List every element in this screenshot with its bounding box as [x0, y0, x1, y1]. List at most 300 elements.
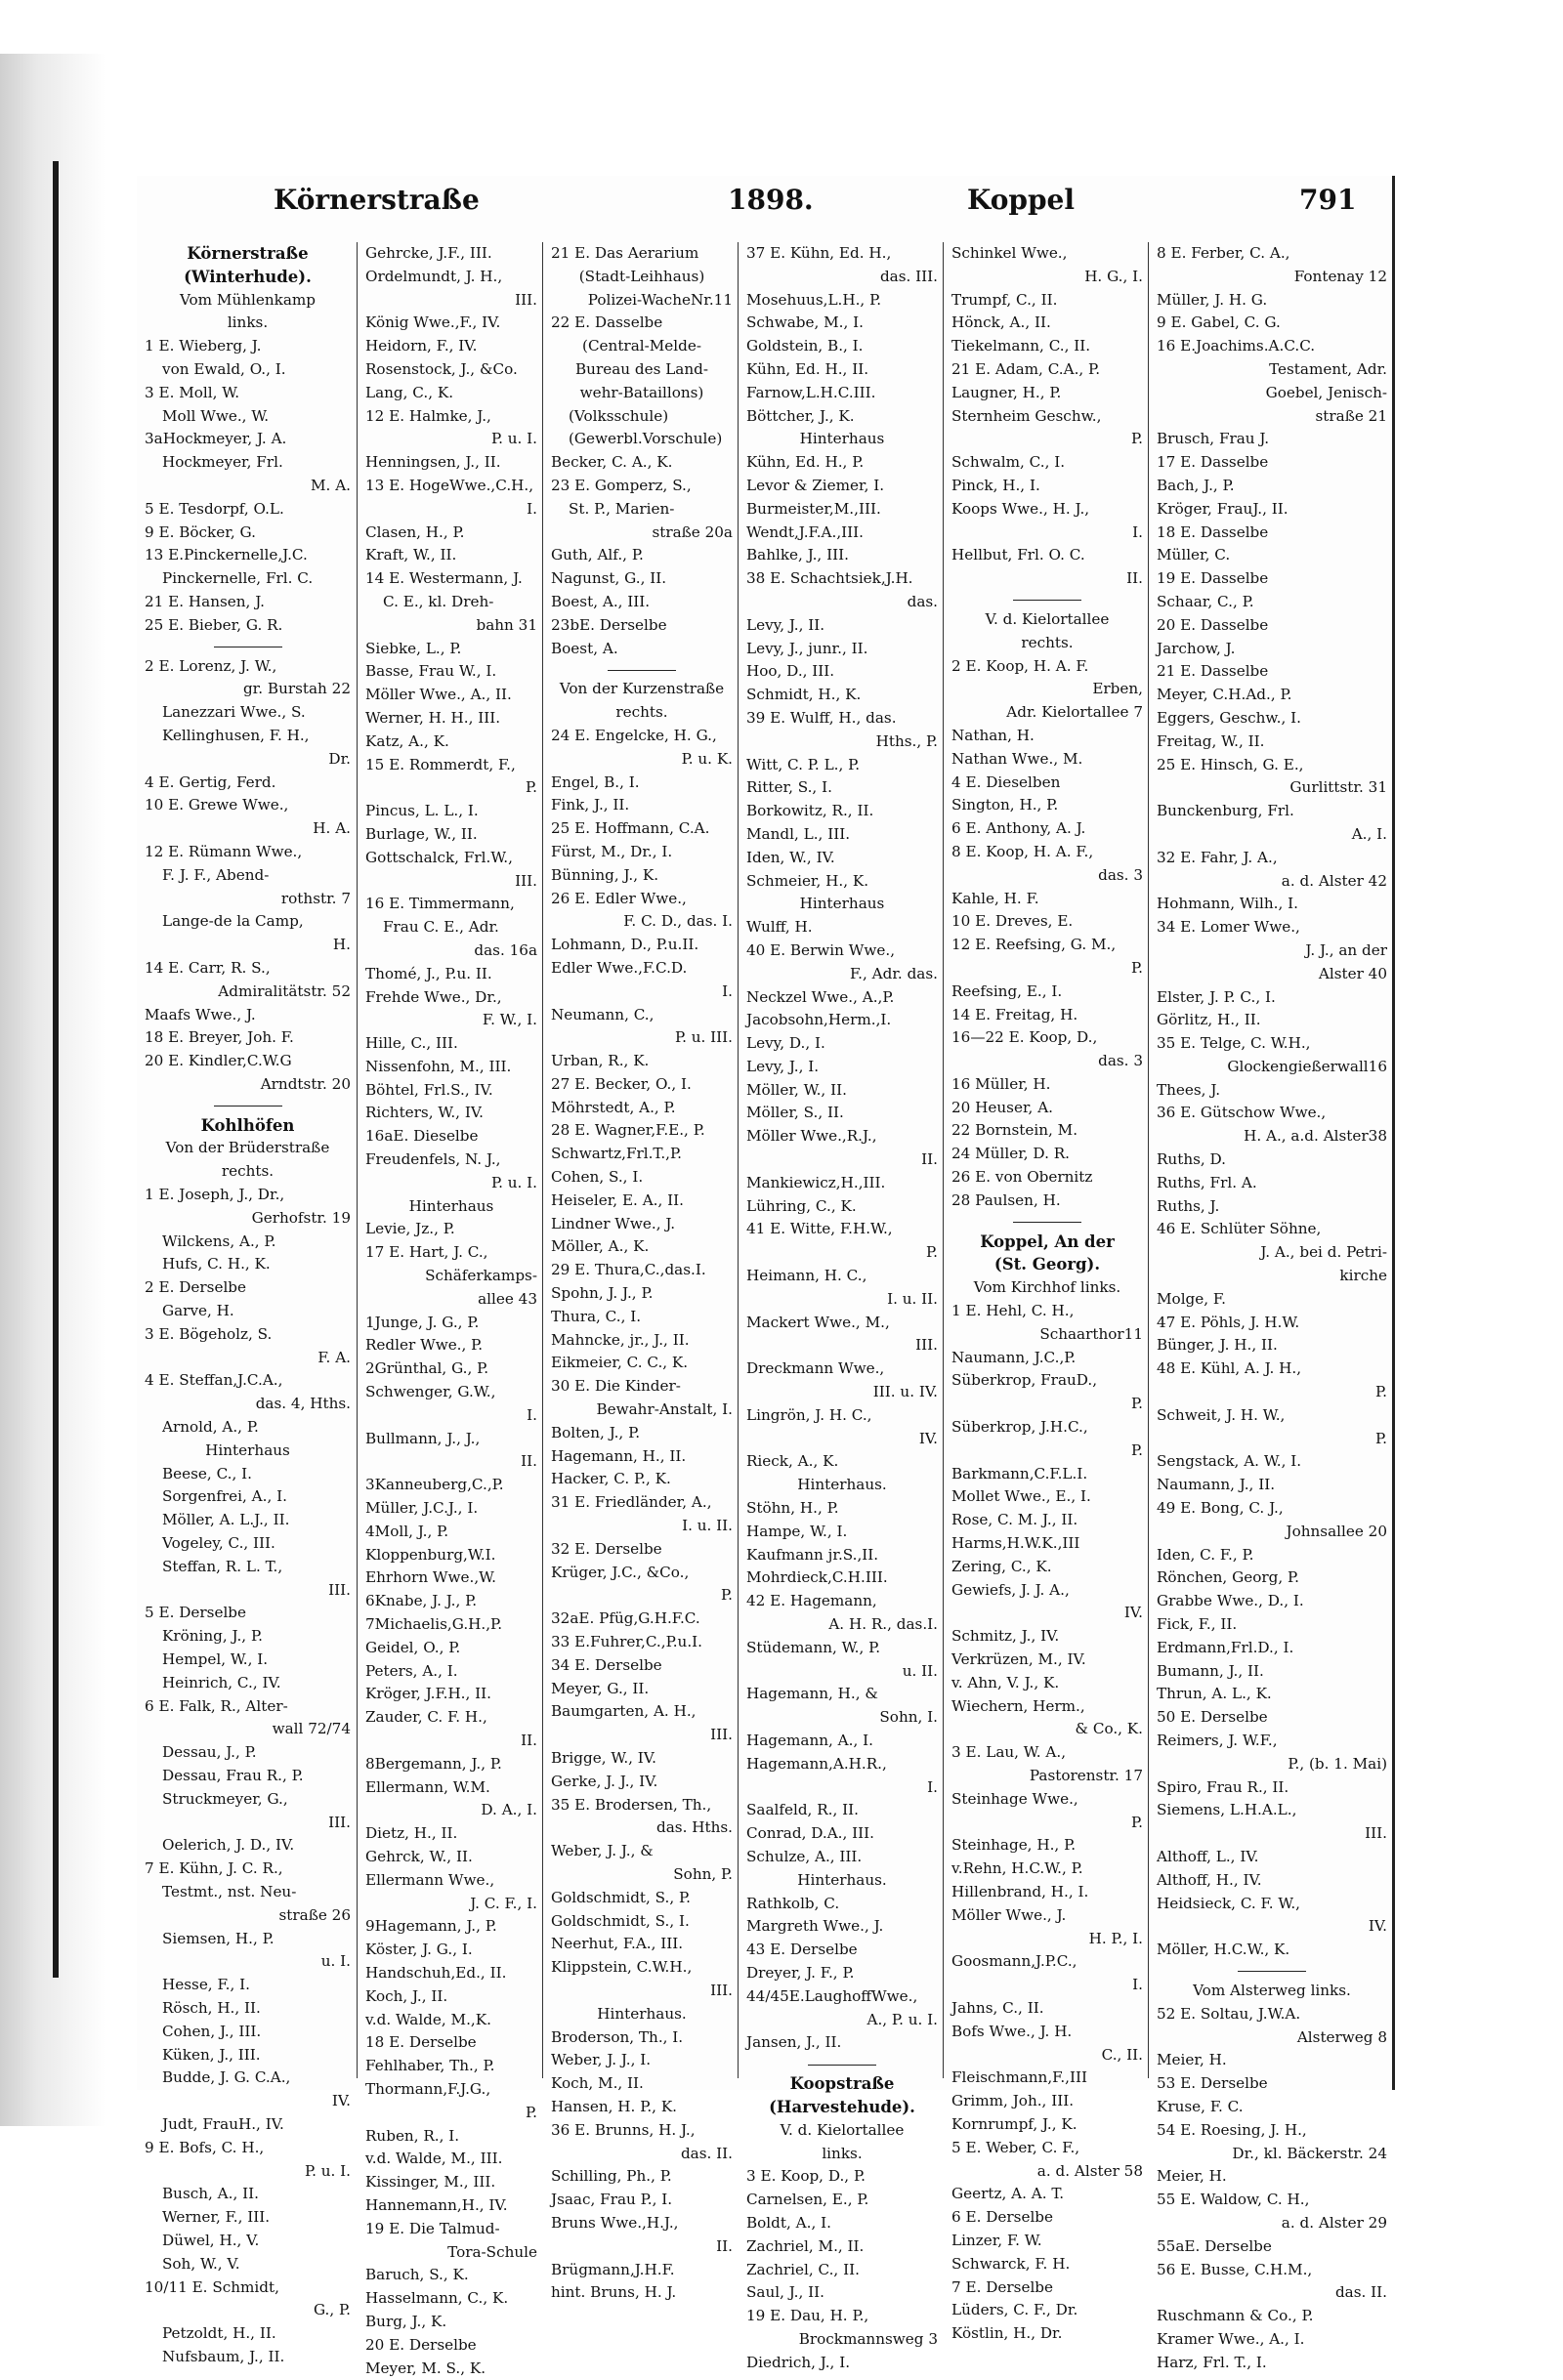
directory-entry: Köster, J. G., I. — [365, 1941, 473, 1959]
directory-entry: 18 E. Dasselbe — [1157, 522, 1269, 541]
directory-entry: Bolten, J., P. — [551, 1423, 641, 1441]
directory-entry: Hoo, D., III. — [746, 662, 835, 681]
directory-entry: C., II. — [1101, 2045, 1143, 2064]
column-6 — [1148, 242, 1393, 2371]
directory-entry: das. III. — [879, 267, 938, 285]
directory-entry: Hacker, C. P., K. — [551, 1470, 671, 1488]
directory-entry: Alsterweg 8 — [1296, 2027, 1387, 2046]
directory-entry: St. P., Marien- — [569, 499, 675, 518]
directory-entry: Steinhage, H., P. — [951, 1836, 1077, 1855]
directory-entry: Mosehuus,L.H., P. — [746, 290, 882, 309]
directory-entry: Kaufmann jr.S.,II. — [746, 1545, 879, 1564]
directory-entry: 34 E. Lomer Wwe., — [1157, 918, 1300, 937]
directory-entry: Meyer, G., II. — [551, 1679, 650, 1697]
directory-entry: Kröger, J.F.H., II. — [365, 1685, 491, 1703]
directory-entry: I. — [1132, 522, 1143, 541]
directory-entry: 21 E. Adam, C.A., P. — [951, 359, 1101, 378]
directory-entry: 4 E. Gertig, Ferd. — [145, 772, 276, 791]
directory-entry: I. — [527, 1405, 537, 1424]
directory-entry: Siemsen, H., P. — [162, 1929, 275, 1947]
section-divider — [137, 638, 357, 655]
directory-entry: Dreyer, J. F., P. — [746, 1963, 855, 1982]
directory-entry: Borkowitz, R., II. — [746, 802, 874, 820]
directory-entry: Guth, Alf., P. — [551, 546, 644, 564]
directory-entry: Kornrumpf, J., K. — [951, 2114, 1077, 2133]
directory-entry: Ehrhorn Wwe.,W. — [365, 1568, 496, 1587]
directory-entry: IV. — [1123, 1604, 1143, 1622]
directory-entry: M. A. — [310, 476, 351, 494]
directory-entry: Beese, C., I. — [162, 1464, 252, 1482]
directory-entry: Hampe, W., I. — [746, 1522, 848, 1540]
directory-entry: J. A., bei d. Petri- — [1260, 1243, 1387, 1262]
directory-entry: 16—22 E. Koop, D., — [951, 1028, 1098, 1047]
directory-entry: 6 E. Derselbe — [951, 2208, 1054, 2227]
directory-entry: Alster 40 — [1318, 964, 1387, 982]
directory-entry: Heimann, H. C., — [746, 1267, 867, 1285]
directory-entry: Fontenay 12 — [1293, 267, 1387, 285]
directory-entry: Dietz, H., II. — [365, 1824, 458, 1843]
directory-entry: Neumann, C., — [551, 1005, 655, 1023]
directory-entry: Busch, A., II. — [162, 2185, 259, 2203]
directory-entry: Ruben, R., I. — [365, 2126, 460, 2145]
directory-entry: P. — [1131, 1395, 1143, 1413]
directory-entry: Henningsen, J., II. — [365, 453, 501, 472]
directory-entry: Böttcher, J., K. — [746, 406, 855, 425]
directory-entry: Rönchen, Georg, P. — [1157, 1568, 1299, 1587]
directory-entry: Ruschmann & Co., P. — [1157, 2307, 1314, 2325]
directory-entry: Hinterhaus — [799, 895, 885, 913]
directory-entry: Johnsallee 20 — [1286, 1522, 1387, 1540]
directory-entry: 32aE. Pfüg,G.H.F.C. — [551, 1609, 700, 1628]
directory-entry: P. u. I. — [304, 2161, 351, 2180]
directory-entry: Möller, W., II. — [746, 1080, 847, 1099]
directory-entry: Lindner Wwe., J. — [551, 1214, 676, 1232]
section-divider — [944, 1213, 1149, 1231]
directory-page — [137, 176, 1395, 2377]
directory-entry: Schulze, A., III. — [746, 1847, 863, 1865]
directory-entry: 10 E. Dreves, E. — [951, 912, 1074, 931]
directory-entry: Judt, FrauH., IV. — [162, 2114, 284, 2133]
directory-entry: 34 E. Derselbe — [551, 1655, 662, 1674]
directory-entry: 47 E. Pöhls, J. H.W. — [1157, 1313, 1300, 1331]
directory-entry: Soh, W., V. — [162, 2254, 240, 2273]
directory-entry: A., P. u. I. — [866, 2010, 938, 2028]
directory-entry: 3aHockmeyer, J. A. — [145, 430, 287, 448]
directory-entry: 18 E. Derselbe — [365, 2033, 477, 2052]
section-divider — [543, 660, 739, 678]
directory-entry: 2 E. Derselbe — [145, 1278, 247, 1297]
directory-entry: 53 E. Derselbe — [1157, 2074, 1268, 2093]
directory-entry: 8 E. Koop, H. A. F., — [951, 842, 1094, 860]
directory-entry: Müller, J. H. G. — [1157, 290, 1268, 309]
directory-entry: Spiro, Frau R., II. — [1157, 1777, 1289, 1796]
directory-entry: Stüdemann, W., P. — [746, 1638, 881, 1656]
directory-entry: Gerke, J. J., IV. — [551, 1772, 658, 1790]
directory-entry: 20 E. Derselbe — [365, 2335, 477, 2354]
directory-entry: Levy, J., II. — [746, 615, 825, 634]
directory-entry: Von der Brüderstraße — [165, 1139, 330, 1157]
directory-entry: 30 E. Die Kinder- — [551, 1377, 681, 1396]
directory-entry: Burg, J., K. — [365, 2312, 447, 2330]
directory-entry: Küken, J., III. — [162, 2045, 261, 2064]
directory-entry: Hönck, A., II. — [951, 313, 1051, 332]
directory-entry: Hille, C., III. — [365, 1034, 458, 1053]
directory-entry: 5 E. Derselbe — [145, 1604, 247, 1622]
directory-entry: Kellinghusen, F. H., — [162, 726, 310, 744]
directory-entry: Schmeier, H., K. — [746, 871, 869, 890]
directory-entry: Möller Wwe., J. — [951, 1905, 1067, 1924]
street-heading: (Harvestehude). — [769, 2097, 915, 2116]
directory-entry: Meyer, C.H.Ad., P. — [1157, 686, 1292, 704]
directory-entry: Hinterhaus. — [797, 1476, 887, 1494]
directory-entry: Hillenbrand, H., I. — [951, 1882, 1089, 1900]
directory-entry: Peters, A., I. — [365, 1661, 458, 1680]
directory-entry: Hesse, F., I. — [162, 1976, 250, 1994]
directory-entry: Wilckens, A., P. — [162, 1232, 276, 1250]
directory-entry: III. u. IV. — [872, 1383, 938, 1401]
directory-entry: Harms,H.W.K.,III — [951, 1534, 1080, 1553]
directory-entry: 18 E. Breyer, Joh. F. — [145, 1028, 294, 1047]
directory-entry: Lange-de la Camp, — [162, 912, 304, 931]
directory-entry: Broderson, Th., I. — [551, 2027, 684, 2046]
directory-entry: A. H. R., das.I. — [828, 1615, 938, 1634]
directory-entry: wehr-Bataillons) — [579, 383, 704, 401]
directory-entry: Gewiefs, J. J. A., — [951, 1580, 1070, 1599]
directory-entry: 12 E. Reefsing, G. M., — [951, 936, 1117, 954]
directory-entry: das. II. — [1334, 2283, 1387, 2302]
directory-entry: Meyer, M. S., K. — [365, 2359, 486, 2377]
directory-entry: Sengstack, A. W., I. — [1157, 1452, 1302, 1471]
directory-entry: Möller, A., K. — [551, 1237, 650, 1256]
directory-entry: Mahncke, jr., J., II. — [551, 1330, 690, 1349]
directory-entry: P. — [1131, 1813, 1143, 1831]
directory-entry: 3 E. Bögeholz, S. — [145, 1324, 273, 1343]
directory-entry: Thees, J. — [1157, 1080, 1221, 1099]
directory-entry: Saalfeld, R., II. — [746, 1801, 859, 1819]
directory-entry: Stöhn, H., P. — [746, 1499, 839, 1518]
directory-entry: 19 E. Dasselbe — [1157, 569, 1269, 588]
directory-entry: 55aE. Derselbe — [1157, 2236, 1272, 2255]
directory-entry: Möller, H.C.W., K. — [1157, 1941, 1290, 1959]
directory-entry: Hansen, H. P., K. — [551, 2097, 677, 2115]
directory-entry: Bruns Wwe.,H.J., — [551, 2213, 679, 2232]
directory-entry: 9Hagemann, J., P. — [365, 1917, 497, 1936]
directory-entry: Sorgenfrei, A., I. — [162, 1487, 287, 1506]
directory-entry: Brusch, Frau J. — [1157, 430, 1270, 448]
directory-entry: 28 Paulsen, H. — [951, 1190, 1061, 1209]
directory-entry: v.d. Walde, M.,K. — [365, 2010, 491, 2028]
directory-entry: Ruths, D. — [1157, 1150, 1227, 1169]
directory-entry: Admiralitätstr. 52 — [218, 981, 351, 1000]
directory-entry: v.Rehn, H.C.W., P. — [951, 1859, 1083, 1878]
directory-entry: Hinterhaus — [205, 1441, 290, 1459]
directory-entry: 23bE. Derselbe — [551, 615, 667, 634]
directory-entry: Eikmeier, C. C., K. — [551, 1354, 689, 1372]
directory-entry: F. W., I. — [482, 1011, 537, 1029]
directory-entry: Freudenfels, N. J., — [365, 1150, 501, 1169]
directory-entry: F. C. D., das. I. — [623, 912, 733, 931]
directory-entry: H. G., I. — [1084, 267, 1143, 285]
directory-entry: Meier, H. — [1157, 2051, 1227, 2069]
section-divider — [137, 1097, 357, 1114]
directory-entry: rechts. — [1021, 633, 1074, 651]
directory-entry: Heiseler, E. A., II. — [551, 1190, 684, 1209]
directory-entry: Brigge, W., IV. — [551, 1749, 656, 1767]
directory-entry: Lüders, C. F., Dr. — [951, 2301, 1078, 2319]
directory-entry: P., (b. 1. Mai) — [1288, 1754, 1387, 1773]
directory-entry: Koops Wwe., H. J., — [951, 499, 1090, 518]
directory-entry: F., Adr. das. — [850, 964, 938, 982]
directory-entry: Maafs Wwe., J. — [145, 1005, 256, 1023]
directory-entry: 6 E. Falk, R., Alter- — [145, 1696, 288, 1715]
directory-entry: Schaar, C., P. — [1157, 592, 1254, 610]
directory-entry: Burmeister,M.,III. — [746, 499, 881, 518]
directory-entry: straße 26 — [278, 1905, 351, 1924]
directory-entry: 25 E. Bieber, G. R. — [145, 615, 283, 634]
directory-entry: 33 E.Fuhrer,C.,P.u.I. — [551, 1633, 702, 1651]
header-left-street: Körnerstraße — [274, 184, 480, 216]
directory-entry: Arnold, A., P. — [162, 1418, 259, 1437]
directory-entry: Kröning, J., P. — [162, 1627, 263, 1646]
directory-entry: Schmidt, H., K. — [746, 686, 862, 704]
directory-entry: IV. — [1368, 1917, 1387, 1936]
directory-entry: I. — [927, 1777, 938, 1796]
page-number: 791 — [1299, 184, 1357, 216]
directory-entry: Mollet Wwe., E., I. — [951, 1487, 1091, 1506]
directory-entry: Brügmann,J.H.F. — [551, 2260, 675, 2278]
directory-entry: Hempel, W., I. — [162, 1650, 269, 1669]
directory-entry: Koch, M., II. — [551, 2074, 644, 2093]
directory-entry: 1Junge, J. G., P. — [365, 1313, 480, 1331]
directory-entry: IV. — [918, 1429, 938, 1447]
directory-entry: Sohn, P. — [673, 1864, 733, 1883]
directory-entry: J. C. F., I. — [470, 1894, 537, 1912]
directory-entry: Wiechern, Herm., — [951, 1696, 1085, 1715]
directory-entry: Sohn, I. — [879, 1708, 938, 1727]
directory-entry: Thrun, A. L., K. — [1157, 1685, 1272, 1703]
directory-entry: 48 E. Kühl, A. J. H., — [1157, 1359, 1302, 1378]
directory-entry: Bünning, J., K. — [551, 865, 659, 884]
directory-entry: 3Kanneuberg,C.,P. — [365, 1476, 504, 1494]
directory-entry: III. — [328, 1580, 351, 1599]
directory-entry: III. — [515, 290, 537, 309]
directory-entry: Engel, B., I. — [551, 772, 640, 791]
directory-entry: (Stadt-Leihhaus) — [578, 267, 705, 285]
scan-edge-shadow — [0, 54, 106, 2126]
directory-entry: Dr. — [328, 749, 351, 768]
directory-entry: Schäferkamps- — [425, 1267, 537, 1285]
directory-entry: Nathan Wwe., M. — [951, 749, 1083, 768]
directory-entry: Gottschalck, Frl.W., — [365, 848, 513, 866]
directory-entry: Sternheim Geschw., — [951, 406, 1102, 425]
directory-entry: Kloppenburg,W.I. — [365, 1545, 496, 1564]
directory-entry: Burlage, W., II. — [365, 824, 478, 843]
directory-entry: 2 E. Koop, H. A. F. — [951, 656, 1089, 675]
directory-entry: 2 E. Lorenz, J. W., — [145, 656, 277, 675]
directory-entry: Lingrön, J. H. C., — [746, 1405, 872, 1424]
directory-entry: Baumgarten, A. H., — [551, 1702, 697, 1721]
directory-entry: 54 E. Roesing, J. H., — [1157, 2120, 1307, 2139]
directory-entry: Budde, J. G. C.A., — [162, 2068, 291, 2087]
directory-entry: Schwartz,Frl.T.,P. — [551, 1145, 682, 1163]
directory-entry: Testmt., nst. Neu- — [162, 1882, 297, 1900]
directory-entry: J. J., an der — [1305, 940, 1387, 959]
directory-entry: links. — [822, 2144, 863, 2162]
directory-entry: Clasen, H., P. — [365, 522, 465, 541]
directory-entry: II. — [716, 2236, 733, 2255]
directory-entry: Katz, A., K. — [365, 731, 449, 750]
directory-entry: Zauder, C. F. H., — [365, 1708, 487, 1727]
directory-entry: Hannemann,H., IV. — [365, 2195, 508, 2214]
directory-entry: Basse, Frau W., I. — [365, 662, 497, 681]
directory-entry: Siebke, L., P. — [365, 639, 462, 657]
directory-entry: Süberkrop, FrauD., — [951, 1371, 1098, 1390]
directory-entry: Hagemann, A., I. — [746, 1732, 873, 1749]
directory-entry: Nagunst, G., II. — [551, 569, 667, 588]
directory-entry: 19 E. Dau, H. P., — [746, 2307, 869, 2325]
directory-entry: 14 E. Westermann, J. — [365, 569, 523, 588]
directory-entry: Süberkrop, J.H.C., — [951, 1418, 1088, 1437]
directory-entry: Lohmann, D., P.u.II. — [551, 936, 699, 954]
directory-entry: Kruse, F. C. — [1157, 2097, 1244, 2115]
directory-entry: Reefsing, E., I. — [951, 981, 1063, 1000]
directory-entry: Polizei-WacheNr.11 — [587, 290, 733, 309]
directory-entry: Steffan, R. L. T., — [162, 1557, 283, 1575]
directory-entry: 14 E. Freitag, H. — [951, 1005, 1078, 1023]
directory-entry: Kühn, Ed. H., II. — [746, 359, 869, 378]
directory-entry: 5 E. Weber, C. F., — [951, 2138, 1080, 2156]
directory-entry: Redler Wwe., P. — [365, 1336, 484, 1355]
directory-entry: Freitag, W., II. — [1157, 731, 1265, 750]
directory-entry: Heinrich, C., IV. — [162, 1673, 281, 1691]
directory-entry: das. 4, Hths. — [255, 1395, 351, 1413]
directory-entry: II. — [921, 1150, 938, 1169]
directory-entry: Hockmeyer, Frl. — [162, 453, 283, 472]
directory-entry: Levy, J., I. — [746, 1057, 820, 1075]
directory-entry: II. — [521, 1732, 537, 1749]
directory-entry: Conrad, D.A., III. — [746, 1824, 874, 1843]
directory-entry: 6 E. Anthony, A. J. — [951, 819, 1086, 838]
directory-entry: Adr. Kielortallee 7 — [1006, 703, 1143, 722]
directory-entry: 25 E. Hoffmann, C.A. — [551, 819, 710, 838]
directory-entry: Levie, Jz., P. — [365, 1220, 455, 1238]
directory-entry: Carnelsen, E., P. — [746, 2191, 869, 2209]
directory-entry: straße 20a — [652, 522, 733, 541]
directory-entry: Wulff, H. — [746, 918, 813, 937]
directory-entry: Farnow,L.H.C.III. — [746, 383, 876, 401]
header-right-street: Koppel — [967, 184, 1076, 216]
directory-entry: u. II. — [902, 1661, 938, 1680]
directory-entry: 7 E. Kühn, J. C. R., — [145, 1859, 283, 1878]
directory-entry: Neerhut, F.A., III. — [551, 1935, 684, 1953]
directory-entry: Sington, H., P. — [951, 796, 1059, 814]
directory-entry: 5 E. Tesdorpf, O.L. — [145, 499, 284, 518]
directory-entry: 42 E. Hagemann, — [746, 1592, 877, 1610]
directory-entry: Ritter, S., I. — [746, 778, 832, 797]
directory-entry: Elster, J. P. C., I. — [1157, 987, 1276, 1006]
directory-entry: & Co., K. — [1075, 1720, 1143, 1738]
directory-entry: Cohen, S., I. — [551, 1168, 644, 1187]
directory-entry: 8 E. Ferber, C. A., — [1157, 244, 1290, 262]
directory-entry: Becker, C. A., K. — [551, 453, 673, 472]
directory-entry: Mandl, L., III. — [746, 824, 851, 843]
directory-entry: 41 E. Witte, F.H.W., — [746, 1220, 893, 1238]
directory-entry: Schinkel Wwe., — [951, 244, 1068, 262]
directory-entry: Dreckmann Wwe., — [746, 1359, 885, 1378]
directory-entry: 9 E. Böcker, G. — [145, 522, 256, 541]
directory-entry: Gehrcke, J.F., III. — [365, 244, 492, 262]
directory-entry: hint. Bruns, H. J. — [551, 2283, 677, 2302]
directory-entry: Geidel, O., P. — [365, 1638, 461, 1656]
directory-entry: 35 E. Telge, C. W.H., — [1157, 1034, 1311, 1053]
directory-entry: 21 E. Hansen, J. — [145, 592, 265, 610]
directory-entry: 26 E. Edler Wwe., — [551, 889, 687, 907]
street-heading: (St. Georg). — [993, 1255, 1101, 1274]
directory-entry: Fleischmann,F.,III — [951, 2068, 1087, 2087]
directory-entry: Von der Kurzenstraße — [559, 680, 725, 698]
directory-entry: links. — [227, 313, 269, 332]
directory-entry: Bullmann, J., J., — [365, 1429, 481, 1447]
directory-entry: 43 E. Derselbe — [746, 1941, 858, 1959]
directory-entry: G., P. — [313, 2301, 351, 2319]
directory-entry: Reimers, J. W.F., — [1157, 1732, 1278, 1749]
directory-entry: 20 E. Dasselbe — [1157, 615, 1269, 634]
directory-entry: Margreth Wwe., J. — [746, 1917, 884, 1936]
directory-entry: Ellermann, W.M. — [365, 1777, 490, 1796]
directory-entry: 21 E. Das Aerarium — [551, 244, 699, 262]
directory-entry: III. — [710, 1981, 733, 1999]
directory-entry: P. — [1131, 430, 1143, 448]
directory-entry: 3 E. Moll, W. — [145, 383, 240, 401]
directory-entry: 13 E. HogeWwe.,C.H., — [365, 476, 534, 494]
directory-entry: Petzoldt, H., II. — [162, 2324, 276, 2343]
directory-entry: F. J. F., Abend- — [162, 865, 270, 884]
directory-entry: gr. Burstah 22 — [242, 680, 351, 698]
directory-entry: P. — [721, 1586, 733, 1605]
directory-entry: 8Bergemann, J., P. — [365, 1754, 502, 1773]
directory-entry: III. — [710, 1726, 733, 1744]
directory-entry: Goebel, Jenisch- — [1265, 383, 1387, 401]
directory-entry: 55 E. Waldow, C. H., — [1157, 2191, 1310, 2209]
directory-entry: Gehrck, W., II. — [365, 1847, 473, 1865]
column-5 — [943, 242, 1149, 2343]
directory-entry: Tora-Schule — [447, 2242, 537, 2261]
directory-entry: Görlitz, H., II. — [1157, 1011, 1261, 1029]
directory-entry: Böhtel, Frl.S., IV. — [365, 1080, 493, 1099]
directory-entry: a. d. Alster 58 — [1036, 2161, 1143, 2180]
directory-entry: 7 E. Derselbe — [951, 2277, 1054, 2296]
directory-entry: Nufsbaum, J., II. — [162, 2347, 285, 2365]
directory-entry: Geertz, A. A. T. — [951, 2185, 1065, 2203]
directory-entry: Köstlin, H., Dr. — [951, 2324, 1063, 2343]
directory-entry: Bahlke, J., III. — [746, 546, 849, 564]
directory-entry: P. — [1375, 1429, 1387, 1447]
directory-entry: 25 E. Hinsch, G. E., — [1157, 755, 1304, 773]
directory-entry: Rathkolb, C. — [746, 1894, 840, 1912]
directory-entry: Krüger, J.C., &Co., — [551, 1563, 690, 1581]
directory-entry: Pinckernelle, Frl. C. — [162, 569, 314, 588]
directory-entry: 17 E. Dasselbe — [1157, 453, 1269, 472]
directory-entry: Schwarck, F. H. — [951, 2254, 1071, 2273]
directory-entry: Möller, S., II. — [746, 1104, 844, 1122]
directory-entry: Jahns, C., II. — [951, 1998, 1044, 2017]
directory-entry: Meier, H. — [1157, 2167, 1227, 2186]
directory-entry: P. u. I. — [490, 430, 537, 448]
directory-entry: II. — [1126, 569, 1143, 588]
directory-entry: 10/11 E. Schmidt, — [145, 2277, 279, 2296]
directory-entry: Pastorenstr. 17 — [1029, 1767, 1143, 1784]
directory-entry: V. d. Kielortallee — [985, 609, 1110, 628]
